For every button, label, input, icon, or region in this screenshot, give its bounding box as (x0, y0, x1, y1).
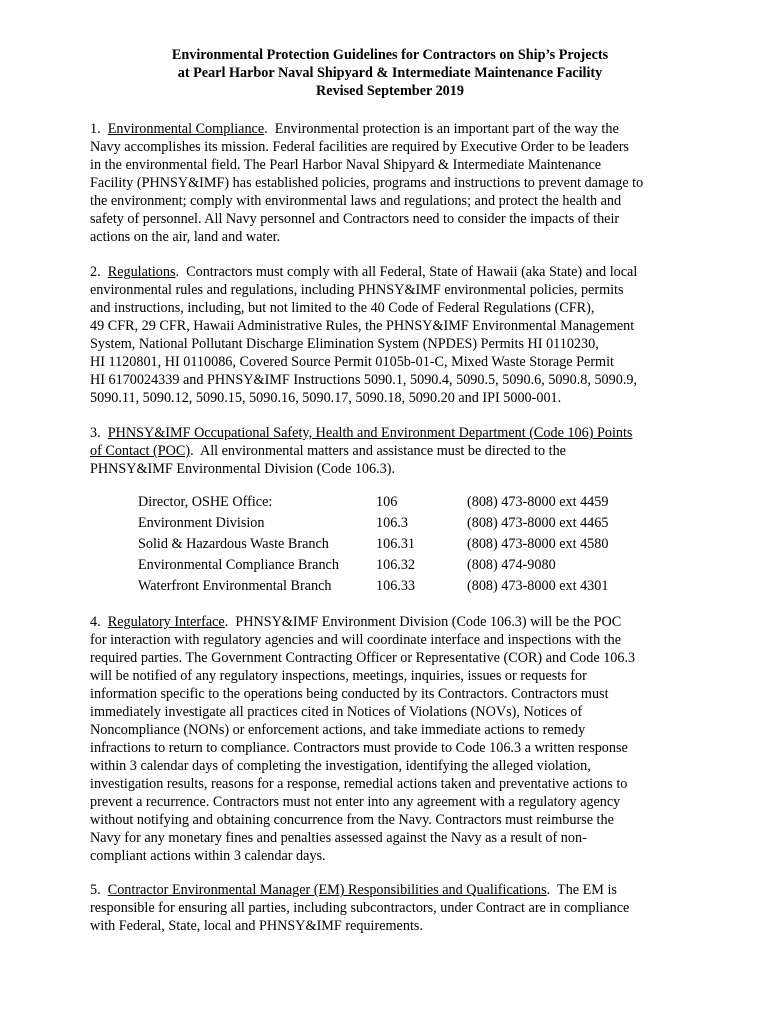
section-3 (90, 424, 690, 478)
title-line-3: Revised September 2019 (316, 83, 464, 99)
section-heading-continued: of Contact (POC) (90, 443, 191, 459)
contact-name: Solid & Hazardous Waste Branch (138, 536, 329, 552)
paragraph-line: HI 1120801, HI 0110086, Covered Source Permit 0105b-01-C, Mixed Waste Storage Permit (90, 354, 614, 370)
contact-phone: (808) 473-8000 ext 4580 (467, 536, 609, 552)
contact-code: 106 (376, 494, 398, 510)
paragraph-line: information specific to the operations being conducted by its Contractors. Contractors must (90, 686, 609, 702)
paragraph-text: . PHNSY&IMF Environment Division (Code 106.3) will be the POC (224, 614, 622, 630)
paragraph-line: compliant actions within 3 calendar days. (90, 848, 326, 864)
contact-name: Waterfront Environmental Branch (138, 578, 332, 594)
section-heading: PHNSY&IMF Occupational Safety, Health and Environment Department (Code 106) Points (107, 425, 633, 441)
paragraph-line: prevent a recurrence. Contractors must not enter into any agreement with a regulatory agency (90, 794, 621, 810)
paragraph-text: . The EM is (546, 882, 617, 898)
section-heading: Environmental Compliance (107, 121, 265, 137)
section-heading: Regulations (107, 264, 176, 280)
document-title (80, 46, 700, 100)
paragraph-line: actions on the air, land and water. (90, 229, 281, 245)
contact-code: 106.32 (376, 557, 416, 573)
section-number: 3. (90, 425, 101, 441)
contact-code: 106.31 (376, 536, 416, 552)
paragraph-line: investigation results, reasons for a response, remedial actions taken and preventative actions to (90, 776, 628, 792)
contact-code: 106.33 (376, 578, 416, 594)
paragraph-line: infractions to return to compliance. Contractors must provide to Code 106.3 a written response (90, 740, 628, 756)
section-heading: Contractor Environmental Manager (EM) Responsibilities and Qualifications (107, 882, 547, 898)
paragraph-line: Facility (PHNSY&IMF) has established policies, programs and instructions to prevent damage to (90, 175, 644, 191)
title-line-2: at Pearl Harbor Naval Shipyard & Intermediate Maintenance Facility (177, 65, 603, 81)
paragraph-line: in the environmental field. The Pearl Harbor Naval Shipyard & Intermediate Maintenance (90, 157, 602, 173)
section-1 (90, 120, 690, 246)
contact-phone: (808) 473-8000 ext 4301 (467, 578, 609, 594)
paragraph-line: 5090.11, 5090.12, 5090.15, 5090.16, 5090.17, 5090.18, 5090.20 and IPI 5000-001. (90, 390, 562, 406)
section-heading: Regulatory Interface (107, 614, 225, 630)
contact-phone: (808) 474-9080 (467, 557, 556, 573)
contact-code: 106.3 (376, 515, 408, 531)
paragraph-text: . Contractors must comply with all Federal, State of Hawaii (aka State) and local (175, 264, 638, 280)
contact-phone: (808) 473-8000 ext 4459 (467, 494, 609, 510)
paragraph-line: 49 CFR, 29 CFR, Hawaii Administrative Rules, the PHNSY&IMF Environmental Management (90, 318, 635, 334)
paragraph-line: PHNSY&IMF Environmental Division (Code 106.3). (90, 461, 396, 477)
paragraph-line: environmental rules and regulations, including PHNSY&IMF environmental policies, permits (90, 282, 624, 298)
section-5 (90, 881, 690, 935)
paragraph-line: required parties. The Government Contracting Officer or Representative (COR) and Code 106.3 (90, 650, 636, 666)
section-number: 4. (90, 614, 101, 630)
paragraph-line: immediately investigate all practices cited in Notices of Violations (NOVs), Notices of (90, 704, 583, 720)
paragraph-line: for interaction with regulatory agencies and will coordinate interface and inspections with the (90, 632, 622, 648)
paragraph-line: Navy accomplishes its mission. Federal facilities are required by Executive Order to be leaders (90, 139, 629, 155)
paragraph-line: Navy for any monetary fines and penalties assessed against the Navy as a result of non- (90, 830, 587, 846)
contact-name: Environment Division (138, 515, 265, 531)
section-number: 2. (90, 264, 101, 280)
paragraph-line: the environment; comply with environmental laws and regulations; and protect the health and (90, 193, 622, 209)
paragraph-line: within 3 calendar days of completing the investigation, identifying the alleged violation, (90, 758, 591, 774)
title-line-1: Environmental Protection Guidelines for Contractors on Ship’s Projects (171, 47, 609, 63)
contact-phone: (808) 473-8000 ext 4465 (467, 515, 609, 531)
paragraph-text: . All environmental matters and assistance must be directed to the (190, 443, 566, 459)
section-number: 1. (90, 121, 101, 137)
paragraph-line: responsible for ensuring all parties, including subcontractors, under Contract are in compliance (90, 900, 630, 916)
paragraph-text: . Environmental protection is an important part of the way the (264, 121, 619, 137)
paragraph-line: safety of personnel. All Navy personnel and Contractors need to consider the impacts of their (90, 211, 620, 227)
section-2 (90, 263, 690, 407)
section-number: 5. (90, 882, 101, 898)
paragraph-line: HI 6170024339 and PHNSY&IMF Instructions 5090.1, 5090.4, 5090.5, 5090.6, 5090.8, 5090.9, (90, 372, 638, 388)
paragraph-line: Noncompliance (NONs) or enforcement actions, and take immediate actions to remedy (90, 722, 586, 738)
section-4 (90, 613, 690, 865)
contact-name: Environmental Compliance Branch (138, 557, 339, 573)
paragraph-line: without notifying and obtaining concurrence from the Navy. Contractors must reimburse the (90, 812, 614, 828)
paragraph-line: will be notified of any regulatory inspections, meetings, inquiries, issues or requests for (90, 668, 587, 684)
paragraph-line: with Federal, State, local and PHNSY&IMF requirements. (90, 918, 423, 934)
contact-name: Director, OSHE Office: (138, 494, 273, 510)
paragraph-line: and instructions, including, but not limited to the 40 Code of Federal Regulations (CFR), (90, 300, 595, 316)
paragraph-line: System, National Pollutant Discharge Elimination System (NPDES) Permits HI 0110230, (90, 336, 599, 352)
